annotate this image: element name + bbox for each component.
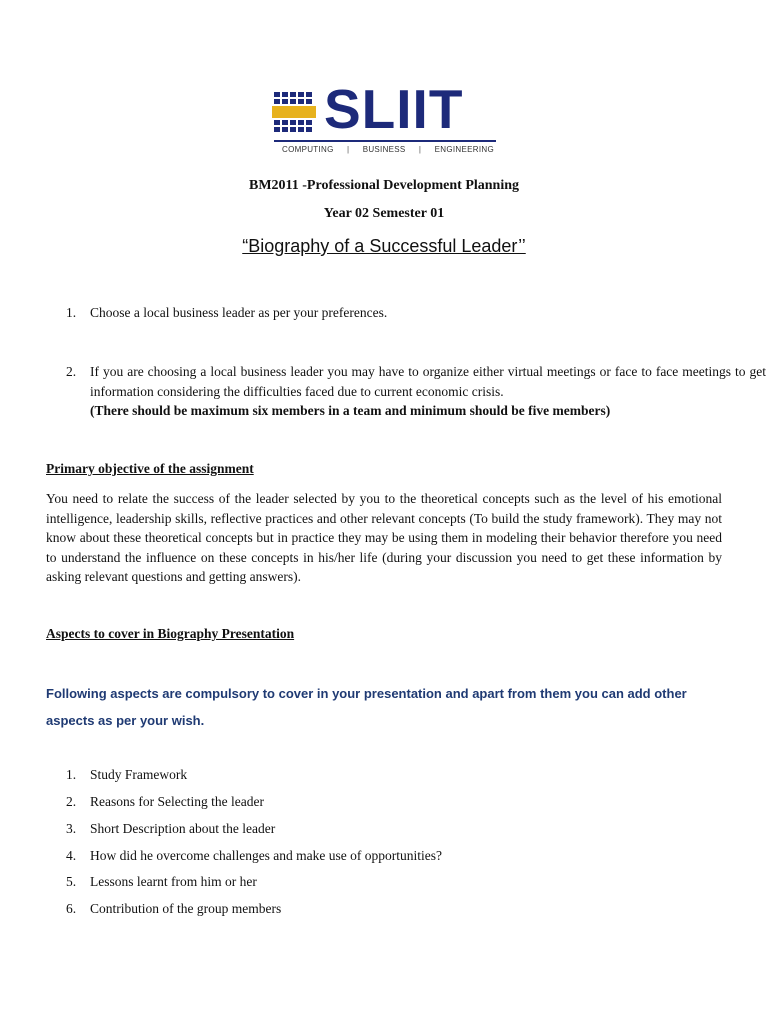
logo-divider: [274, 140, 496, 142]
instruction-text: Choose a local business leader as per your preferences.: [90, 305, 388, 320]
aspect-number: 6.: [66, 901, 77, 916]
aspect-number: 1.: [66, 767, 77, 782]
aspect-number: 4.: [66, 848, 77, 863]
logo-tagline: [282, 145, 494, 154]
sliit-logo: [272, 78, 498, 158]
instruction-number: 1.: [66, 305, 77, 320]
aspect-number: 5.: [66, 874, 77, 889]
aspect-text: Lessons learnt from him or her: [90, 874, 257, 889]
aspect-text: Reasons for Selecting the leader: [90, 794, 264, 809]
document-title: “Biography of a Successful Leader’’: [242, 236, 526, 256]
aspect-text: Study Framework: [90, 767, 188, 782]
tagline-separator: |: [418, 145, 422, 154]
course-year-semester: Year 02 Semester 01: [323, 206, 445, 221]
aspects-heading: Aspects to cover in Biography Presentation: [46, 626, 295, 641]
objective-body: You need to relate the success of the leader selected by you to the theoretical concepts such as the level of his emotional intelligence, leadership skills, reflective practices and other relevant concepts (To build the study framework). They may not know about these theoretical concepts but in practice they may be using them in modeling their behavior therefore you need to understand the influence on these concepts in his/her life (during your discussion you need to get these information by asking relevant questions and getting answers).: [46, 491, 722, 584]
instruction-body: [90, 362, 766, 421]
aspect-number: 3.: [66, 821, 77, 836]
instruction-number: 2.: [66, 364, 77, 379]
tagline-engineering: ENGINEERING: [434, 145, 494, 154]
aspect-text: Short Description about the leader: [90, 821, 276, 836]
aspects-note: Following aspects are compulsory to cover in your presentation and apart from them you can add other aspects as per your wish.: [46, 686, 687, 728]
sliit-emblem-icon: [272, 90, 318, 136]
team-size-note: (There should be maximum six members in a team and minimum should be five members): [90, 403, 611, 418]
aspect-number: 2.: [66, 794, 77, 809]
course-title: BM2011 -Professional Development Planning: [248, 178, 520, 193]
objective-heading: Primary objective of the assignment: [46, 461, 254, 476]
tagline-computing: COMPUTING: [282, 145, 334, 154]
logo-wordmark: SLIIT: [324, 78, 464, 140]
tagline-business: BUSINESS: [362, 145, 406, 154]
aspect-text: Contribution of the group members: [90, 901, 282, 916]
aspect-text: How did he overcome challenges and make use of opportunities?: [90, 848, 443, 863]
tagline-separator: |: [346, 145, 350, 154]
instruction-text: If you are choosing a local business leader you may have to organize either virtual meetings or face to face meetings to get information considering the difficulties faced due to current economic crisis.: [90, 364, 766, 399]
